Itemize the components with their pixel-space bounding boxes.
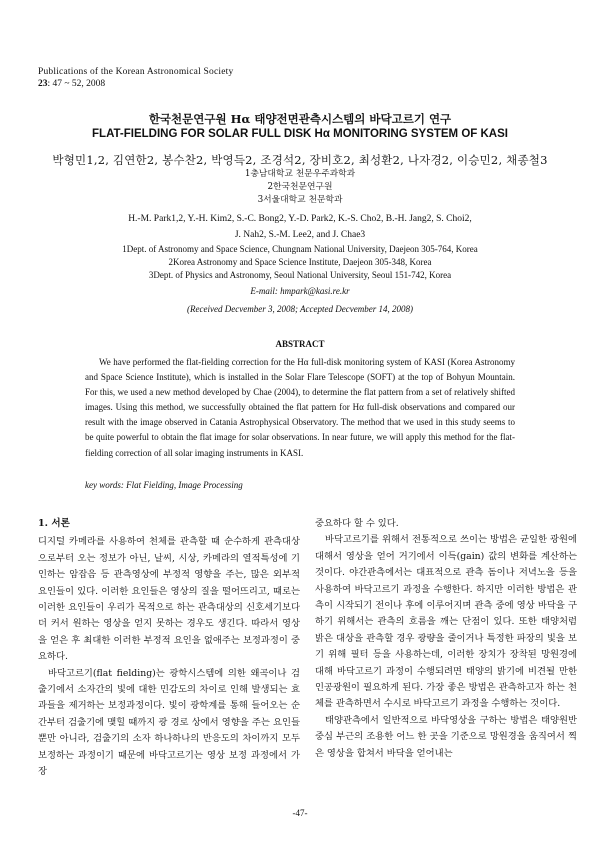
paragraph: 중요하다 할 수 있다. bbox=[315, 518, 399, 529]
affiliation-ko-3: 3서울대학교 천문학과 bbox=[257, 195, 343, 205]
email: E-mail: hmpark@kasi.re.kr bbox=[250, 286, 350, 296]
journal-name: Publications of the Korean Astronomical Society bbox=[38, 67, 234, 77]
journal-volume-line bbox=[38, 78, 233, 90]
affiliation-en-1: 1Dept. of Astronomy and Space Science, Chungnam National University, Daejeon 305-764, Korea bbox=[122, 244, 478, 254]
paragraph: 바닥고르기를 위해서 전통적으로 쓰이는 방법은 균일한 광원에 대해서 영상을 얻어 거기에서 이득(gain) 값의 변화를 계산하는 것이다. 야간관측에서는 대표적으로 관측 돔이나 저녁노을 등을 사용하여 바닥고르기 과정을 수행한다. 하지만 이러한 방법은 관측이 시작되기 전이나 후에 이루어지며 관측 중에 영상 바닥을 구하기 위해서는 관측의 흐름을 깨는 단점이 있다. 또한 태양처럼 밝은 대상을 관측할 경우 광량을 줄이거나 특정한 파장의 빛을 보기 위해 필터 등을 사용하는데, 이러한 장치가 장착된 망원경에 대해 바닥고르기 과정이 수행되려면 태양의 밝기에 비견될 만한 인공광원이 필요하게 된다. 가장 좋은 방법은 관측하고자 하는 천체를 관측하면서 수시로 바닥고르기 과정을 수행하는 것이다. bbox=[315, 534, 577, 710]
journal-pages: : 47 ~ 52, 2008 bbox=[47, 79, 106, 89]
keywords: key words: Flat Fielding, Image Processing bbox=[85, 480, 243, 490]
abstract-heading: ABSTRACT bbox=[275, 339, 325, 349]
paragraph: 태양관측에서 일반적으로 바닥영상을 구하는 방법은 태양원반 중심 부근의 조용한 어느 한 곳을 기준으로 망원경을 움직여서 찍은 영상을 합쳐서 바닥을 얻어내는 bbox=[315, 714, 577, 759]
affiliation-ko-2: 2한국천문연구원 bbox=[267, 182, 333, 192]
authors-korean: 박형민1,2, 김연한2, 봉수찬2, 박영득2, 조경석2, 장비호2, 최성환2, 나자경2, 이승민2, 채종철3 bbox=[52, 153, 548, 167]
journal-header bbox=[38, 66, 233, 90]
affiliation-en-2: 2Korea Astronomy and Space Science Institute, Daejeon 305-348, Korea bbox=[168, 257, 432, 267]
authors-english-line-1: H.-M. Park1,2, Y.-H. Kim2, S.-C. Bong2, Y.-D. Park2, K.-S. Cho2, B.-H. Jang2, S. Choi2, bbox=[128, 214, 472, 224]
affiliation-en-3: 3Dept. of Physics and Astronomy, Seoul National University, Seoul 151-742, Korea bbox=[148, 270, 452, 280]
page-number: -47- bbox=[292, 808, 308, 818]
paragraph: 디지털 카메라를 사용하여 천체를 관측할 때 순수하게 관측대상으로부터 오는 정보가 아닌, 날씨, 시상, 카메라의 열적특성에 기인하는 암잡음 등 관측영상에 부정적 영향을 주는, 많은 외부적 요인들이 있다. 이러한 요인들은 영상의 질을 떨어뜨리고, 때로는 이러한 요인들이 우리가 목적으로 하는 관측대상의 신호세기보다 더 커서 원하는 영상을 얻지 못하는 경우도 생긴다. 따라서 영상을 얻은 후 최대한 이러한 부정적 요인을 없애주는 보정과정이 중요하다. bbox=[38, 536, 300, 663]
journal-volume: 23 bbox=[38, 79, 48, 89]
affiliation-ko-1: 1충남대학교 천문우주과학과 bbox=[244, 169, 356, 179]
section-heading: 1. 서론 bbox=[38, 518, 70, 529]
paragraph: 바닥고르기(flat fielding)는 광학시스템에 의한 왜곡이나 검출기에서 소자간의 빛에 대한 민감도의 차이로 인해 발생되는 효과들을 제거하는 보정과정이다. 빛이 광학계를 통해 들어오는 순간부터 검출기에 맺힐 때까지 광 경로 상에서 영향을 주는 요인들뿐만 아니라, 검출기의 소자 하나하나의 반응도의 차이까지 모두 보정하는 과정이기 때문에 바닥고르기는 영상 보정 과정에서 가장 bbox=[38, 667, 300, 778]
right-column bbox=[315, 516, 577, 762]
received-dates: (Received Decvember 3, 2008; Accepted Decvember 14, 2008) bbox=[187, 304, 413, 314]
title-english: FLAT-FIELDING FOR SOLAR FULL DISK Hα MONITORING SYSTEM OF KASI bbox=[92, 128, 508, 140]
title-block bbox=[0, 112, 600, 316]
title-korean: 한국천문연구원 Hα 태양전면관측시스템의 바닥고르기 연구 bbox=[148, 112, 452, 126]
authors-english-line-2: J. Nah2, S.-M. Lee2, and J. Chae3 bbox=[234, 230, 366, 240]
left-column bbox=[38, 516, 300, 781]
abstract-text: We have performed the flat-fielding correction for the Hα full-disk monitoring system of KASI (Korea Astronomy and Space Science Institute), which is installed in the Solar Flare Telescope (SOFT) at the top of Bohyun Mountain. For this, we used a new method developed by Chae (2004), to determine the flat pattern from a set of relatively shifted images. Using this method, we successfully obtained the flat pattern for Hα full-disk observations and compared our result with the image observed in Catania Astrophysical Observatory. The method that we used in this study seems to be quite powerful to obtain the flat image for solar observations. In near future, we will apply this method for the flat-fielding correction of all solar imaging instruments in KASI. bbox=[85, 357, 515, 458]
